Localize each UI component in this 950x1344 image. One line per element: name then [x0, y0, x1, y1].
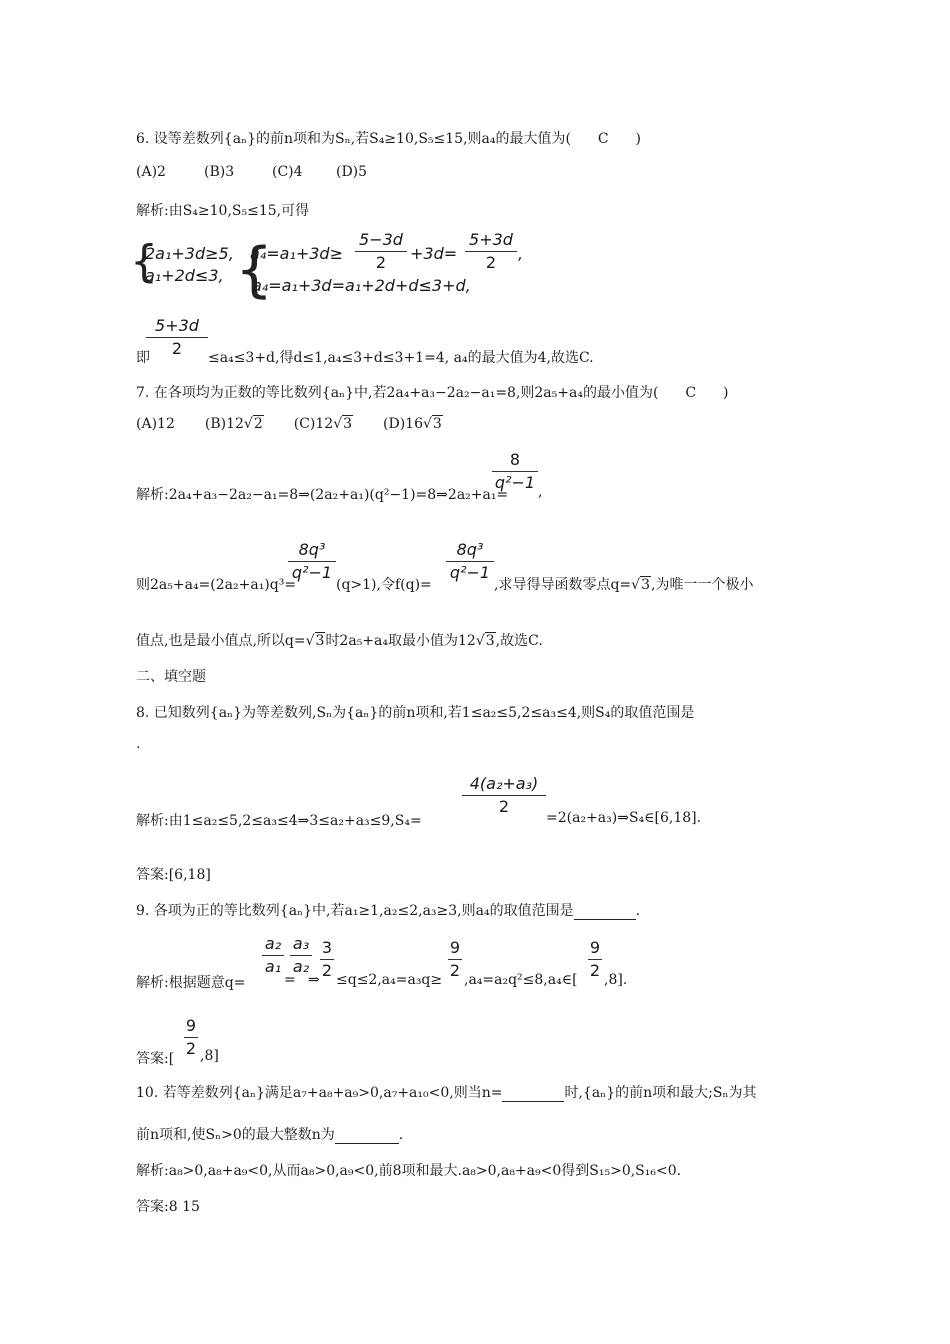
q7-fraction-8q3: 8q³ q²−1 [288, 540, 336, 583]
q6-system1-line1: 2a₁+3d≥5, [145, 244, 234, 263]
q7-solution-line3: 值点,也是最小值点,所以q=√3时2a₅+a₄取最小值为12√3,故选C. [136, 633, 543, 649]
sqrt-icon: √ [423, 416, 432, 432]
q9-solution-a: 解析:根据题意q= [136, 975, 246, 991]
q9-answer-prefix: 答案:[ [136, 1051, 175, 1067]
q10-stem-line1: 10. 若等差数列{aₙ}满足a₇+a₈+a₉>0,a₇+a₁₀<0,则当n= 时,{aₙ}的前n项和最大;Sₙ为其 [136, 1085, 757, 1101]
section-heading: 二、填空题 [136, 669, 206, 685]
q9-solution-c: ,a₄=a₂q²≤8,a₄∈[ [464, 972, 578, 988]
q10-solution: 解析:a₈>0,a₈+a₉<0,从而a₈>0,a₉<0,前8项和最大.a₈>0,a₈+a₉<0得到S₁₅>0,S₁₆<0. [136, 1163, 682, 1179]
q6-conclusion-prefix: 即 [136, 350, 150, 366]
left-brace-icon: { [235, 235, 274, 305]
q6-option-b: (B)3 [204, 164, 235, 180]
q7-solution-line2-a: 则2a₅+a₄=(2a₂+a₁)q³= [136, 577, 297, 593]
q9-solution-d: ,8]. [604, 972, 628, 988]
document-page: 6. 设等差数列{aₙ}的前n项和为Sₙ,若S₄≥10,S₅≤15,则a₄的最大值为( C ) (A)2 (B)3 (C)4 (D)5 解析:由S₄≥10,S₅≤15,可得 { 2a₁+3d≥5, a₁+2d≤3, { a₄=a₁+3d≥ 5−3d 2 +3d= 5+3d 2 , a₄=a₁+3d=a₁+2d+d≤3+d, 5+3d 2 即 ≤a₄≤3+d,得d≤1,a₄≤3+d≤3+1=4, a₄的最大值为4,故选C. 7. 在各项均为正数的等比数列{aₙ}中,若2a₄+a₃−2a₂−a₁=8,则2a₅+a₄的最小值为( C ) (A)12 (B)12√2 (C)12√3 (D)16√3 8 q²−1 解析:2a₄+a₃−2a₂−a₁=8⇒(2a₂+a₁)(q²−1)=8⇒2a₂+a₁= , 8q³ q²−1 8q³ q²−1 则2a₅+a₄=(2a₂+a₁)q³= (q>1),令f(q)= ,求导得导函数零点q=√3,为唯一一个极小 值点,也是最小值点,所以q=√3时2a₅+a₄取最小值为12√3,故选C. 二、填空题 8. 已知数列{aₙ}为等差数列,Sₙ为{aₙ}的前n项和,若1≤a₂≤5,2≤a₃≤4,则S₄的取值范围是 . 4(a₂+a₃) 2 解析:由1≤a₂≤5,2≤a₃≤4⇒3≤a₂+a₃≤9,S₄= =2(a₂+a₃)⇒S₄∈[6,18]. 答案:[6,18] 9. 各项为正的等比数列{aₙ}中,若a₁≥1,a₂≤2,a₃≥3,则a₄的取值范围是 . a₂ a₁ a₃ a₂ 3 2 9 2 9 2 解析:根据题意q= = ⇒ ≤q≤2,a₄=a₃q≥ ,a₄=a₂q²≤8,a₄∈[ ,8]. 9 2 答案:[ ,8] 10. 若等差数列{aₙ}满足a₇+a₈+a₉>0,a₇+a₁₀<0,则当n= 时,{aₙ}的前n项和最大;Sₙ为其 前n项和,使Sₙ>0的最大整数n为 . 解析:a₈>0,a₈+a₉<0,从而a₈>0,a₉<0,前8项和最大.a₈>0,a₈+a₉<0得到S₁₅>0,S₁₆<0. 答案:8 15 [0, 0, 950, 1344]
q9-fraction-a2-a1: a₂ a₁ [262, 934, 284, 977]
q10-stem-line2: 前n项和,使Sₙ>0的最大整数n为 . [136, 1127, 404, 1143]
answer-blank [502, 1085, 564, 1102]
q7-solution-line2-b: (q>1),令f(q)= [336, 577, 432, 593]
q7-solution-line1: 解析:2a₄+a₃−2a₂−a₁=8⇒(2a₂+a₁)(q²−1)=8⇒2a₂+a₁= [136, 487, 509, 503]
answer-blank [574, 903, 636, 920]
q9-answer-suffix: ,8] [200, 1048, 219, 1064]
left-brace-icon: { [130, 236, 158, 287]
q10-answer: 答案:8 15 [136, 1199, 200, 1215]
q7-option-a: (A)12 [136, 416, 175, 432]
q6-system2-line2: a₄=a₁+3d=a₁+2d+d≤3+d, [252, 276, 471, 295]
q9-fraction-9-2-b: 9 2 [589, 938, 601, 980]
sqrt-icon: √ [333, 416, 343, 432]
q6-option-c: (C)4 [272, 164, 303, 180]
q8-stem-dot: . [136, 736, 141, 752]
sqrt-icon: √ [631, 577, 641, 593]
q7-fraction-fq: 8q³ q²−1 [446, 540, 494, 583]
q8-stem: 8. 已知数列{aₙ}为等差数列,Sₙ为{aₙ}的前n项和,若1≤a₂≤5,2≤a₃≤4,则S₄的取值范围是 [136, 705, 695, 721]
q9-stem: 9. 各项为正的等比数列{aₙ}中,若a₁≥1,a₂≤2,a₃≥3,则a₄的取值范围是 . [136, 903, 641, 919]
q9-fraction-a3-a2: a₃ a₂ [290, 934, 312, 977]
q6-fraction-5-plus-3d: 5+3d 2 [465, 230, 517, 273]
q7-answer: C [685, 385, 697, 401]
q8-solution-a: 解析:由1≤a₂≤5,2≤a₃≤4⇒3≤a₂+a₃≤9,S₄= [136, 813, 422, 829]
q6-system2-line1-left: a₄=a₁+3d≥ [250, 244, 343, 263]
q6-answer: C [597, 131, 609, 147]
q7-fraction-8-over-q2-1: 8 q²−1 [492, 450, 538, 493]
sqrt-icon: √ [305, 633, 315, 649]
q8-answer: 答案:[6,18] [136, 867, 211, 883]
q7-options: (A)12 (B)12√2 (C)12√3 (D)16√3 [136, 416, 442, 432]
q9-fraction-9-2-a: 9 2 [449, 938, 461, 980]
q7-option-d: (D)16 [383, 416, 423, 432]
q6-conclusion: ≤a₄≤3+d,得d≤1,a₄≤3+d≤3+1=4, a₄的最大值为4,故选C. [208, 350, 594, 366]
q6-fraction-conclusion: 5+3d 2 [146, 316, 208, 359]
q9-solution-b: ≤q≤2,a₄=a₃q≥ [336, 972, 443, 988]
sqrt-icon: √ [475, 633, 485, 649]
answer-blank [335, 1127, 399, 1144]
q8-solution-b: =2(a₂+a₃)⇒S₄∈[6,18]. [546, 810, 702, 826]
q6-system1-line2: a₁+2d≤3, [145, 266, 224, 285]
q7-stem: 7. 在各项均为正数的等比数列{aₙ}中,若2a₄+a₃−2a₂−a₁=8,则2a₅+a₄的最小值为( C ) [136, 385, 729, 401]
q9-answer-fraction: 9 2 [185, 1016, 197, 1058]
q7-option-b: (B)12 [204, 416, 244, 432]
q7-solution-line2-c: ,求导得导函数零点q=√3,为唯一一个极小 [494, 577, 754, 593]
q8-fraction: 4(a₂+a₃) 2 [462, 774, 546, 817]
q6-system2-line1-mid: +3d= [410, 244, 458, 263]
q9-fraction-3-2: 3 2 [321, 938, 333, 980]
q6-option-d: (D)5 [336, 164, 368, 180]
q6-option-a: (A)2 [136, 164, 166, 180]
sqrt-icon: √ [243, 416, 253, 432]
q7-option-c: (C)12 [293, 416, 334, 432]
q6-fraction-5-minus-3d: 5−3d 2 [355, 230, 407, 273]
q6-solution-intro: 解析:由S₄≥10,S₅≤15,可得 [136, 203, 310, 219]
q6-options [136, 164, 367, 180]
q6-stem: 6. 设等差数列{aₙ}的前n项和为Sₙ,若S₄≥10,S₅≤15,则a₄的最大值为( C ) [136, 131, 641, 147]
